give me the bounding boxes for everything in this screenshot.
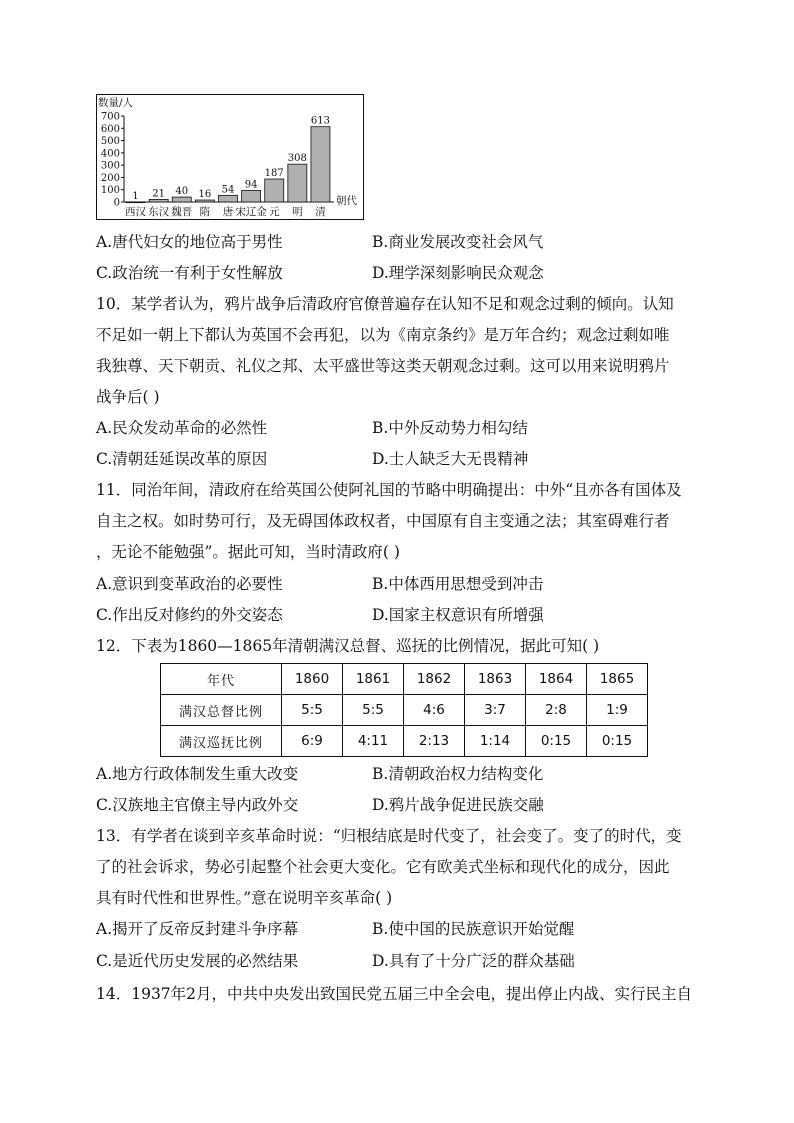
bar (242, 190, 261, 202)
q9-option-b[interactable]: B.商业发展改变社会风气 (372, 233, 544, 251)
q11-stem-line: 自主之权。如时势可行，及无碍国体政权者，中国原有自主变通之法；其室碍难行者 (96, 512, 670, 530)
bar-value-label: 308 (287, 153, 307, 165)
dynasty-bar-chart (96, 94, 364, 220)
table-year-cell: 1865 (587, 664, 648, 695)
q12-option-c[interactable]: C.汉族地主官僚主导内政外交 (96, 796, 299, 814)
x-tick-label: 唐 (222, 206, 234, 218)
table-cell: 2:8 (526, 695, 587, 726)
y-tick-label: 200 (100, 172, 120, 184)
y-tick-label: 500 (100, 136, 120, 148)
table-cell: 0:15 (526, 726, 587, 757)
governor-ratio-table (160, 663, 648, 757)
q13-option-d[interactable]: D.具有了十分广泛的群众基础 (372, 952, 575, 970)
q10-stem-line: 战争后( ) (96, 388, 160, 406)
y-axis-label: 数量/人 (98, 97, 134, 109)
bar-value-label: 187 (264, 168, 284, 180)
bar (219, 195, 238, 202)
table-row-label: 满汉巡抚比例 (161, 726, 282, 757)
table-cell: 2:13 (404, 726, 465, 757)
q12-option-a[interactable]: A.地方行政体制发生重大改变 (96, 765, 299, 783)
x-tick-label: 明 (292, 206, 303, 218)
table-row-label: 满汉总督比例 (161, 695, 282, 726)
x-tick-label: 西汉 (125, 206, 147, 218)
x-tick-label: 清 (315, 206, 326, 218)
bar (265, 179, 284, 202)
bar (172, 197, 191, 202)
q11-option-d[interactable]: D.国家主权意识有所增强 (372, 606, 544, 624)
q13-option-a[interactable]: A.揭开了反帝反封建斗争序幕 (96, 920, 299, 938)
table-cell: 5:5 (282, 695, 343, 726)
table-cell: 1:9 (587, 695, 648, 726)
bar-value-label: 94 (244, 179, 258, 191)
q10-option-d[interactable]: D.士人缺乏大无畏精神 (372, 450, 529, 468)
q9-option-a[interactable]: A.唐代妇女的地位高于男性 (96, 233, 283, 251)
table-row (161, 695, 648, 726)
bar-value-label: 40 (175, 186, 189, 198)
x-axis-label: 朝代 (336, 195, 357, 207)
table-cell: 3:7 (465, 695, 526, 726)
bar-value-label: 613 (310, 115, 330, 127)
y-tick-label: 400 (100, 148, 120, 160)
y-tick-label: 600 (100, 123, 120, 135)
y-tick-label: 700 (100, 111, 120, 123)
q12-stem-line: 12．下表为1860—1865年清朝满汉总督、巡抚的比例情况，据此可知( ) (96, 637, 600, 655)
bar (288, 164, 307, 202)
bar-value-label: 54 (221, 184, 235, 196)
table-year-cell: 1863 (465, 664, 526, 695)
table-year-cell: 1862 (404, 664, 465, 695)
q12-option-b[interactable]: B.清朝政治权力结构变化 (372, 765, 544, 783)
q11-option-c[interactable]: C.作出反对修约的外交姿态 (96, 606, 283, 624)
q14-stem-line: 14．1937年2月，中共中央发出致国民党五届三中全会电，提出停止内战、实行民主自 (96, 985, 693, 1003)
bar-value-label: 16 (198, 189, 212, 201)
q9-option-c[interactable]: C.政治统一有利于女性解放 (96, 264, 283, 282)
q10-option-c[interactable]: C.清朝廷延误改革的原因 (96, 450, 268, 468)
q10-stem-line: 不足如一朝上下都认为英国不会再犯，以为《南京条约》是万年合约；观念过剩如唯 (96, 326, 670, 344)
q11-stem-line: ，无论不能勉强”。据此可知，当时清政府( ) (96, 543, 400, 561)
table-year-cell: 1864 (526, 664, 587, 695)
q13-stem-line: 了的社会诉求，势必引起整个社会更大变化。它有欧美式坐标和现代化的成分，因此 (96, 858, 670, 876)
bar (195, 200, 214, 202)
q11-stem-line: 11．同治年间，清政府在给英国公使阿礼国的节略中明确提出：中外“且亦各有国体及 (96, 481, 682, 499)
table-row (161, 664, 648, 695)
bar (149, 199, 168, 202)
table-cell: 4:11 (343, 726, 404, 757)
table-cell: 4:6 (404, 695, 465, 726)
bar (311, 127, 330, 202)
q13-stem-line: 具有时代性和世界性。”意在说明辛亥革命( ) (96, 889, 393, 907)
x-tick-label: 元 (268, 206, 280, 218)
table-header-cell: 年代 (161, 664, 282, 695)
q13-stem-line: 13．有学者在谈到辛亥革命时说：“归根结底是时代变了，社会变了。变了的时代，变 (96, 827, 682, 845)
x-tick-label: 魏晋 (171, 206, 193, 218)
y-tick-label: 0 (113, 197, 120, 209)
q10-stem-line: 10．某学者认为，鸦片战争后清政府官僚普遍存在认知不足和观念过剩的倾向。认知 (96, 295, 674, 313)
bar-value-label: 21 (152, 188, 166, 200)
q12-option-d[interactable]: D.鸦片战争促进民族交融 (372, 796, 544, 814)
q10-option-b[interactable]: B.中外反动势力相勾结 (372, 419, 528, 437)
q10-stem-line: 我独尊、天下朝贡、礼仪之邦、太平盛世等这类天朝观念过剩。这可以用来说明鸦片 (96, 357, 670, 375)
table-year-cell: 1861 (343, 664, 404, 695)
bars (125, 116, 330, 218)
q13-option-b[interactable]: B.使中国的民族意识开始觉醒 (372, 920, 575, 938)
q13-option-c[interactable]: C.是近代历史发展的必然结果 (96, 952, 299, 970)
y-tick-label: 100 (100, 185, 120, 197)
table-year-cell: 1860 (282, 664, 343, 695)
x-tick-label: 东汉 (148, 206, 170, 218)
q11-option-b[interactable]: B.中体西用思想受到冲击 (372, 575, 544, 593)
bar-value-label: 1 (132, 190, 139, 202)
table-cell: 5:5 (343, 695, 404, 726)
table-row (161, 726, 648, 757)
table-cell: 1:14 (465, 726, 526, 757)
x-tick-label: 隋 (199, 206, 211, 218)
q10-option-a[interactable]: A.民众发动革命的必然性 (96, 419, 268, 437)
y-tick-label: 300 (100, 160, 120, 172)
q9-option-d[interactable]: D.理学深刻影响民众观念 (372, 264, 544, 282)
y-ticks (101, 112, 124, 209)
q11-option-a[interactable]: A.意识到变革政治的必要性 (96, 575, 283, 593)
table-cell: 0:15 (587, 726, 648, 757)
table-cell: 6:9 (282, 726, 343, 757)
bar (126, 202, 145, 203)
x-tick-label: 宋辽金 (235, 206, 267, 218)
